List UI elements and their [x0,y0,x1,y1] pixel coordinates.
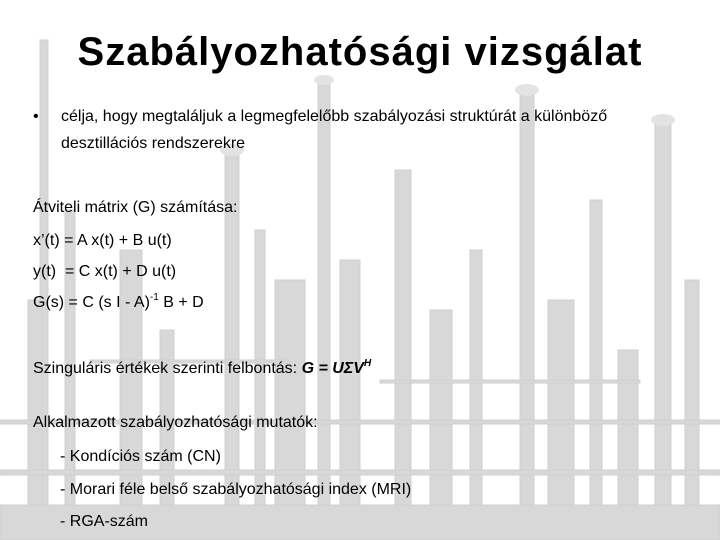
indices-heading: Alkalmazott szabályozhatósági mutatók: [33,414,318,431]
svd-exponent: H [363,357,372,369]
index-item-mri: - Morari féle belső szabályozhatósági index (MRI) [60,481,412,498]
svd-formula: G = UΣV [301,360,364,377]
transfer-function-equation [33,293,204,313]
transfer-matrix-heading: Átviteli mátrix (G) számítása: [33,199,238,216]
output-equation: y(t) = C x(t) + D u(t) [33,263,177,280]
transfer-function-exponent: -1 [149,291,159,303]
transfer-function-tail: B + D [158,294,204,311]
slide-title: Szabályozhatósági vizsgálat [77,30,643,74]
index-item-cn: - Kondíciós szám (CN) [60,448,221,465]
bullet-marker: • [33,108,39,125]
state-equation: x’(t) = A x(t) + B u(t) [33,232,172,249]
transfer-function-main: G(s) = C (s I - A) [33,294,150,311]
index-item-rga: - RGA-szám [60,513,148,530]
bullet-text-line1: célja, hogy megtaláljuk a legmegfelelőbb szabályozási struktúrát a különböző [61,108,608,125]
svd-label: Szinguláris értékek szerinti felbontás: [33,360,302,377]
bullet-text-line2: desztillációs rendszerekre [61,135,246,152]
svd-line [33,359,371,379]
